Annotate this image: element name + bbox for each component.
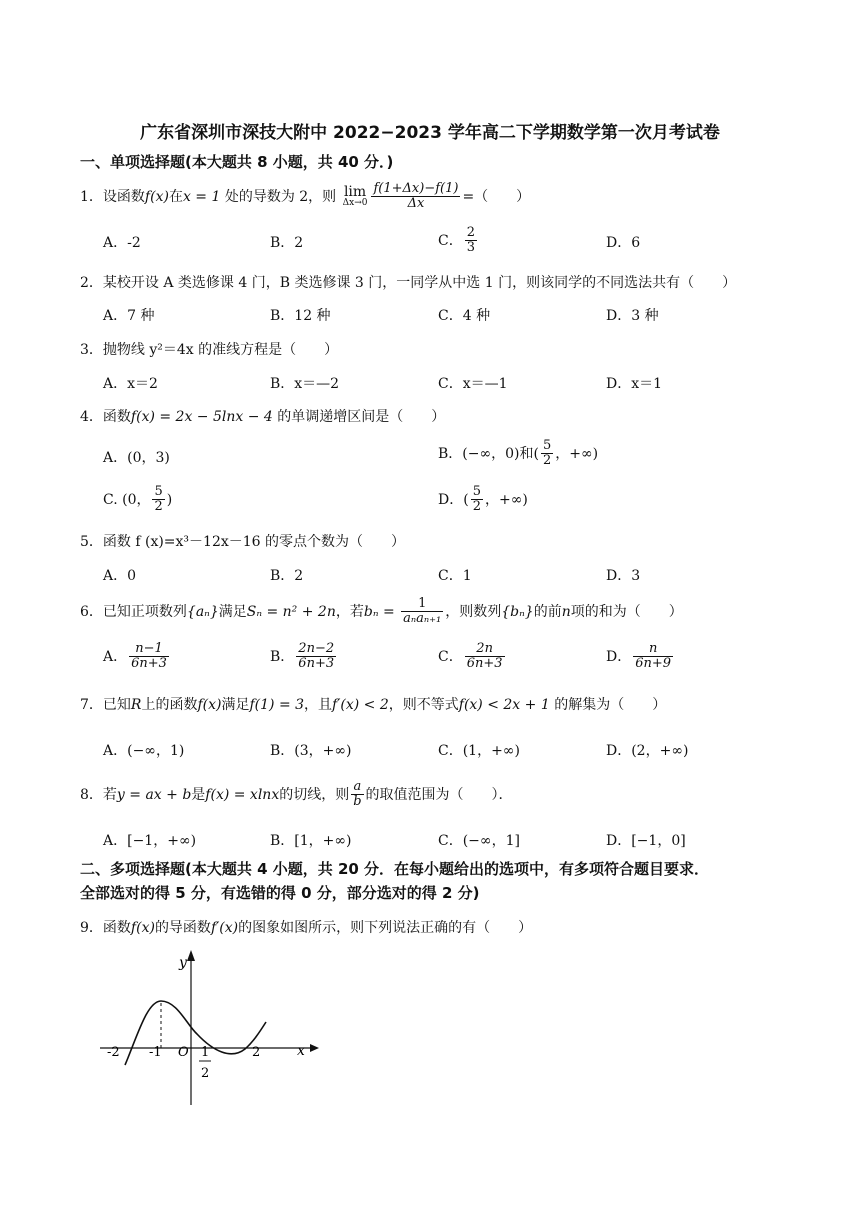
q1-function: f(x) xyxy=(144,188,169,205)
q4-option-d[interactable]: D．( $\frac{5}{2}$ ，+∞) xyxy=(438,484,528,515)
q4-option-a[interactable]: A．(0，3) xyxy=(103,450,170,466)
q6-option-d[interactable]: D． $\frac{n}{6n+9}$ xyxy=(606,641,672,672)
q4-option-c[interactable]: C. (0， $\frac{5}{2}$ ) xyxy=(103,484,173,515)
y-axis-label: y xyxy=(179,955,187,971)
section-heading-multi-choice-2: 全部选对的得 5 分，有选错的得 0 分，部分选对的得 2 分) xyxy=(80,884,480,902)
origin-label: O xyxy=(178,1045,189,1060)
question-2: 2．某校开设 A 类选修课 4 门，B 类选修课 3 门，一同学从中选 1 门，则该同学的不同选法共有（ ） xyxy=(80,275,737,291)
q3-option-a[interactable]: A．x＝2 xyxy=(103,376,158,392)
q8-option-a[interactable]: A．[−1，+∞) xyxy=(103,833,197,849)
question-6: 6．已知正项数列{aₙ}满足Sₙ = n² + 2n，若bₙ = $\frac{1}{\text{aₙaₙ₊₁}}$ ，则数列{bₙ}的前n项的和为（ ） xyxy=(80,596,683,627)
q8-option-d[interactable]: D．[−1，0] xyxy=(606,833,686,849)
x-axis-label: x xyxy=(297,1043,305,1059)
tick-label-half-num: 1 xyxy=(201,1045,210,1060)
x-axis-arrow xyxy=(310,1044,319,1052)
q2-option-a[interactable]: A．7 种 xyxy=(103,308,155,324)
q4-expression: f(x) = 2x − 5lnx − 4 xyxy=(130,409,273,425)
tick-label-half-den: 2 xyxy=(201,1066,210,1081)
q8-option-b[interactable]: B．[1，+∞) xyxy=(270,833,352,849)
q1-limit: lim Δx→0 xyxy=(342,184,368,209)
q3-option-c[interactable]: C．x＝—1 xyxy=(438,376,508,392)
q7-option-b[interactable]: B．(3，+∞) xyxy=(270,743,352,759)
q5-option-b[interactable]: B．2 xyxy=(270,568,304,584)
q6-option-b[interactable]: B． $\frac{2n-2}{6n+3}$ xyxy=(270,641,335,672)
section-heading-multi-choice: 二、多项选择题(本大题共 4 小题，共 20 分．在每小题给出的选项中，有多项符合题目要求． xyxy=(80,860,710,878)
q1-option-a[interactable]: A．-2 xyxy=(103,235,141,251)
q2-option-b[interactable]: B．12 种 xyxy=(270,308,331,324)
q5-option-d[interactable]: D．3 xyxy=(606,568,641,584)
question-3: 3．抛物线 y²＝4x 的准线方程是（ ） xyxy=(80,342,339,358)
q1-condition: x = 1 xyxy=(182,188,221,205)
q3-option-d[interactable]: D．x＝1 xyxy=(606,376,663,392)
derivative-curve xyxy=(125,1001,266,1065)
derivative-graph xyxy=(95,945,320,1110)
q1-option-b[interactable]: B．2 xyxy=(270,235,304,251)
section-heading-single-choice: 一、单项选择题(本大题共 8 小题，共 40 分．) xyxy=(80,153,394,171)
question-1 xyxy=(80,182,530,212)
tick-label-neg2: -2 xyxy=(107,1045,120,1060)
q7-option-d[interactable]: D．(2，+∞) xyxy=(606,743,689,759)
q2-option-d[interactable]: D．3 种 xyxy=(606,308,659,324)
q6-option-c[interactable]: C． $\frac{2n}{6n+3}$ xyxy=(438,641,503,672)
tick-label-neg1: -1 xyxy=(149,1045,162,1060)
q6-option-a[interactable]: A． $\frac{n-1}{6n+3}$ xyxy=(103,641,167,672)
q3-option-b[interactable]: B．x＝—2 xyxy=(270,376,340,392)
question-8: 8．若y = ax + b是f(x) = xlnx的切线，则 $\frac{a}{b}$ 的取值范围为（ ）． xyxy=(80,779,513,810)
question-4: 4．函数f(x) = 2x − 5lnx − 4 的单调递增区间是（ ） xyxy=(80,409,446,425)
q2-option-c[interactable]: C．4 种 xyxy=(438,308,491,324)
question-7: 7．已知R上的函数f(x)满足f(1) = 3，且f′(x) < 2，则不等式f(x) < 2x + 1 的解集为（ ） xyxy=(80,697,667,713)
q1-text: 在 xyxy=(168,188,183,205)
q1-suffix: =（ ） xyxy=(462,188,531,205)
page-title: 广东省深圳市深技大附中 2022−2023 学年高二下学期数学第一次月考试卷 xyxy=(140,123,720,143)
q1-option-d[interactable]: D．6 xyxy=(606,235,641,251)
q8-option-c[interactable]: C．(−∞，1] xyxy=(438,833,520,849)
q1-text-2: 处的导数为 2，则 xyxy=(220,188,341,205)
q5-option-c[interactable]: C．1 xyxy=(438,568,472,584)
q4-option-b[interactable]: B．(−∞，0)和( $\frac{5}{2}$ ，+∞) xyxy=(438,438,599,469)
q7-option-a[interactable]: A．(−∞，1) xyxy=(103,743,185,759)
q7-option-c[interactable]: C．(1，+∞) xyxy=(438,743,520,759)
q1-prefix: 1．设函数 xyxy=(80,188,145,205)
y-axis-arrow xyxy=(187,950,195,961)
question-9: 9．函数f(x)的导函数f′(x)的图象如图所示，则下列说法正确的有（ ） xyxy=(80,920,533,936)
question-5: 5．函数 f (x)=x³－12x－16 的零点个数为（ ） xyxy=(80,534,406,550)
q1-fraction: $\frac{f(1+\Delta x)-f(1)}{\Delta x}$ xyxy=(373,181,459,212)
tick-label-2: 2 xyxy=(252,1045,261,1060)
q5-option-a[interactable]: A．0 xyxy=(103,568,137,584)
q1-option-c[interactable]: C． $\frac{2}{3}$ xyxy=(438,225,475,256)
